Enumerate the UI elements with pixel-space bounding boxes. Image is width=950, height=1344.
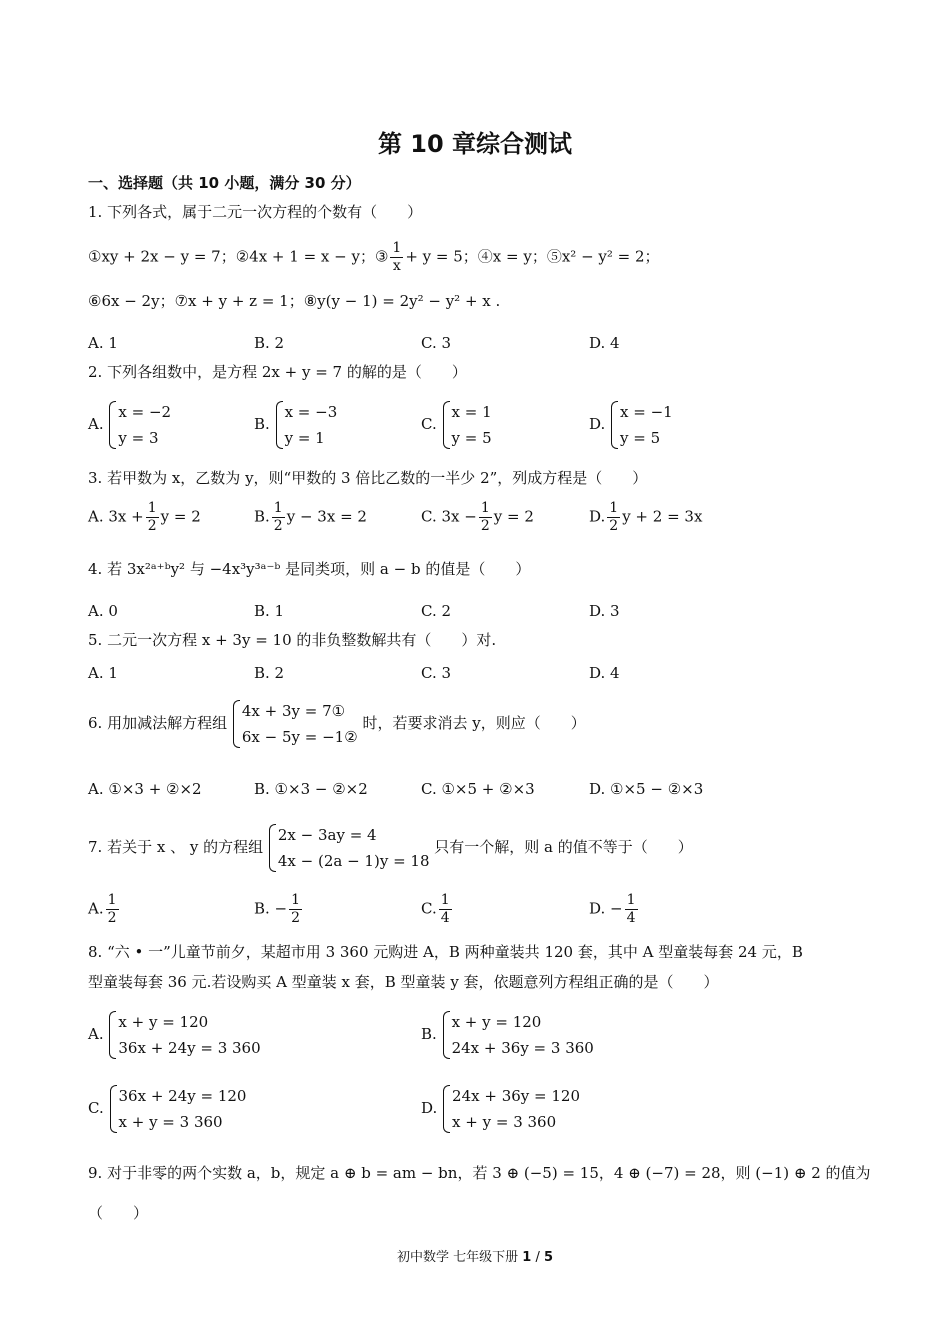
equation-system	[610, 399, 673, 451]
question-8-line-2: 型童装每套 36 元.若设购买 A 型童装 x 套，B 型童装 y 套，依题意列方程组正确的是（ ）	[88, 973, 719, 991]
question-6-option-a: A. ①×3 + ②×2	[88, 780, 202, 798]
footer-separator: /	[535, 1250, 540, 1265]
question-1-option-b: B. 2	[254, 334, 285, 352]
question-6-stem-pre: 6. 用加减法解方程组	[88, 714, 228, 732]
system-line-1: 4x + 3y = 7①	[241, 702, 346, 720]
equation-system	[275, 399, 338, 451]
system-line-2: 36x + 24y = 3 360	[118, 1039, 261, 1057]
option-prefix: B. −	[254, 899, 288, 918]
fraction-denominator: x	[392, 258, 401, 274]
option-label: A.	[88, 1025, 104, 1043]
system-line-2: y = 1	[284, 429, 325, 447]
question-6-option-d: D. ①×5 − ②×3	[589, 780, 704, 798]
equation-system	[108, 1009, 260, 1061]
question-7-stem	[88, 822, 693, 874]
equation-system	[232, 698, 358, 750]
question-1-option-d: D. 4	[589, 334, 620, 352]
question-2-option-a	[88, 399, 171, 451]
system-line-2: y = 5	[451, 429, 492, 447]
fraction	[146, 500, 159, 535]
system-line-2: y = 5	[620, 429, 661, 447]
question-1-line-1	[88, 240, 660, 275]
option-label: C.	[88, 1099, 104, 1117]
fraction	[607, 500, 620, 535]
question-3-stem: 3. 若甲数为 x，乙数为 y，则“甲数的 3 倍比乙数的一半少 2”，列成方程是（ ）	[88, 469, 648, 487]
equation-system	[108, 399, 171, 451]
fraction-denominator: 2	[480, 518, 490, 534]
question-8-option-d	[421, 1083, 580, 1135]
fraction-numerator: 1	[392, 240, 402, 256]
fraction-denominator: 2	[291, 910, 301, 926]
fraction-numerator: 1	[626, 892, 636, 908]
fraction-denominator: 2	[147, 518, 157, 534]
page-title: 第 10 章综合测试	[377, 130, 573, 158]
fraction-numerator: 1	[107, 892, 117, 908]
option-prefix: C. 3x −	[421, 507, 477, 526]
option-label: D.	[589, 415, 606, 433]
system-line-1: x + y = 120	[451, 1013, 542, 1031]
system-line-1: x = −2	[118, 403, 172, 421]
fraction-denominator: 2	[107, 910, 117, 926]
question-8-option-c	[88, 1083, 246, 1135]
question-3-option-c	[421, 500, 534, 535]
option-suffix: y + 2 = 3x	[622, 507, 703, 526]
fraction-numerator: 1	[291, 892, 301, 908]
question-2-option-c	[421, 399, 492, 451]
question-1-stem: 1. 下列各式，属于二元一次方程的个数有（ ）	[88, 203, 423, 221]
footer-text: 初中数学 七年级下册	[396, 1250, 519, 1265]
option-prefix: B.	[254, 507, 270, 526]
fraction	[390, 240, 403, 275]
equation-system	[442, 1083, 580, 1135]
fraction-numerator: 1	[147, 500, 157, 516]
question-7-option-b	[254, 892, 304, 927]
question-7-stem-pre: 7. 若关于 x 、 y 的方程组	[88, 838, 264, 856]
question-4-stem: 4. 若 3x²ᵃ⁺ᵇy² 与 −4x³y³ᵃ⁻ᵇ 是同类项，则 a − b 的值是（ ）	[88, 560, 531, 578]
question-8-option-a	[88, 1009, 261, 1061]
equation-system	[268, 822, 430, 874]
question-7-option-a	[88, 892, 121, 927]
fraction	[625, 892, 638, 927]
fraction	[289, 892, 302, 927]
fraction	[272, 500, 285, 535]
question-7-stem-post: 只有一个解，则 a 的值不等于（ ）	[434, 838, 693, 856]
question-5-option-d: D. 4	[589, 664, 620, 682]
page-footer	[0, 1246, 950, 1265]
system-line-1: 24x + 36y = 120	[452, 1087, 580, 1105]
fraction	[479, 500, 492, 535]
option-suffix: y = 2	[493, 507, 534, 526]
question-1-option-a: A. 1	[88, 334, 118, 352]
footer-page-number: 1	[522, 1250, 532, 1265]
question-3-option-d	[589, 500, 702, 535]
question-6-option-b: B. ①×3 − ②×2	[254, 780, 368, 798]
question-1-line-2: ⑥6x − 2y；⑦x + y + z = 1；⑧y(y − 1) = 2y² − y² + x .	[88, 292, 501, 310]
option-suffix: y − 3x = 2	[286, 507, 367, 526]
system-line-1: x = 1	[451, 403, 492, 421]
fraction	[106, 892, 119, 927]
question-6-stem	[88, 698, 586, 750]
question-4-option-a: A. 0	[88, 602, 118, 620]
system-line-1: x = −1	[620, 403, 673, 421]
system-line-2: 4x − (2a − 1)y = 18	[277, 852, 430, 870]
system-line-2: y = 3	[118, 429, 159, 447]
question-5-stem: 5. 二元一次方程 x + 3y = 10 的非负整数解共有（ ）对.	[88, 631, 497, 649]
fraction	[439, 892, 452, 927]
option-prefix: D.	[589, 507, 606, 526]
question-5-option-c: C. 3	[421, 664, 452, 682]
fraction-numerator: 1	[440, 892, 450, 908]
fraction-numerator: 1	[480, 500, 490, 516]
fraction-denominator: 4	[626, 910, 636, 926]
system-line-2: x + y = 3 360	[452, 1113, 557, 1131]
option-label: D.	[421, 1099, 438, 1117]
question-4-option-b: B. 1	[254, 602, 285, 620]
question-7-option-c	[421, 892, 454, 927]
option-prefix: D. −	[589, 899, 623, 918]
question-1-line-1-part-b: + y = 5；④x = y；⑤x² − y² = 2；	[405, 247, 660, 266]
section-heading: 一、选择题（共 10 小题，满分 30 分）	[88, 174, 361, 192]
system-line-2: 24x + 36y = 3 360	[451, 1039, 594, 1057]
question-4-option-c: C. 2	[421, 602, 452, 620]
option-label: B.	[254, 415, 270, 433]
system-line-1: x + y = 120	[118, 1013, 209, 1031]
question-1-option-c: C. 3	[421, 334, 452, 352]
option-label: A.	[88, 415, 104, 433]
system-line-1: x = −3	[284, 403, 338, 421]
option-prefix: A. 3x +	[88, 507, 144, 526]
option-label: C.	[421, 415, 437, 433]
fraction-denominator: 4	[440, 910, 450, 926]
question-5-option-a: A. 1	[88, 664, 118, 682]
system-line-1: 36x + 24y = 120	[118, 1087, 247, 1105]
question-1-line-1-part-a: ①xy + 2x − y = 7；②4x + 1 = x − y；③	[88, 247, 389, 266]
option-prefix: A.	[88, 899, 104, 918]
question-2-option-d	[589, 399, 673, 451]
question-7-option-d	[589, 892, 640, 927]
fraction-denominator: 2	[609, 518, 619, 534]
option-label: B.	[421, 1025, 437, 1043]
question-5-option-b: B. 2	[254, 664, 285, 682]
question-9-line-2: （ ）	[88, 1204, 149, 1222]
question-6-stem-post: 时，若要求消去 y，则应（ ）	[362, 714, 586, 732]
equation-system	[442, 1009, 594, 1061]
system-line-2: 6x − 5y = −1②	[241, 728, 358, 746]
question-9-line-1: 9. 对于非零的两个实数 a，b，规定 a ⊕ b = am − bn，若 3 ⊕ (−5) = 15，4 ⊕ (−7) = 28，则 (−1) ⊕ 2 的值为	[88, 1164, 871, 1182]
equation-system	[442, 399, 492, 451]
question-2-option-b	[254, 399, 337, 451]
equation-system	[109, 1083, 247, 1135]
question-4-option-d: D. 3	[589, 602, 620, 620]
system-line-1: 2x − 3ay = 4	[277, 826, 377, 844]
footer-page-total: 5	[543, 1250, 554, 1265]
fraction-denominator: 2	[273, 518, 283, 534]
question-3-option-b	[254, 500, 367, 535]
question-3-option-a	[88, 500, 201, 535]
question-8-line-1: 8. “六 • 一”儿童节前夕，某超市用 3 360 元购进 A，B 两种童装共 120 套，其中 A 型童装每套 24 元，B	[88, 943, 803, 961]
option-prefix: C.	[421, 899, 437, 918]
question-6-option-c: C. ①×5 + ②×3	[421, 780, 535, 798]
fraction-numerator: 1	[609, 500, 619, 516]
fraction-numerator: 1	[273, 500, 283, 516]
system-line-2: x + y = 3 360	[118, 1113, 223, 1131]
option-suffix: y = 2	[160, 507, 201, 526]
question-2-stem: 2. 下列各组数中，是方程 2x + y = 7 的解的是（ ）	[88, 363, 467, 381]
question-8-option-b	[421, 1009, 594, 1061]
